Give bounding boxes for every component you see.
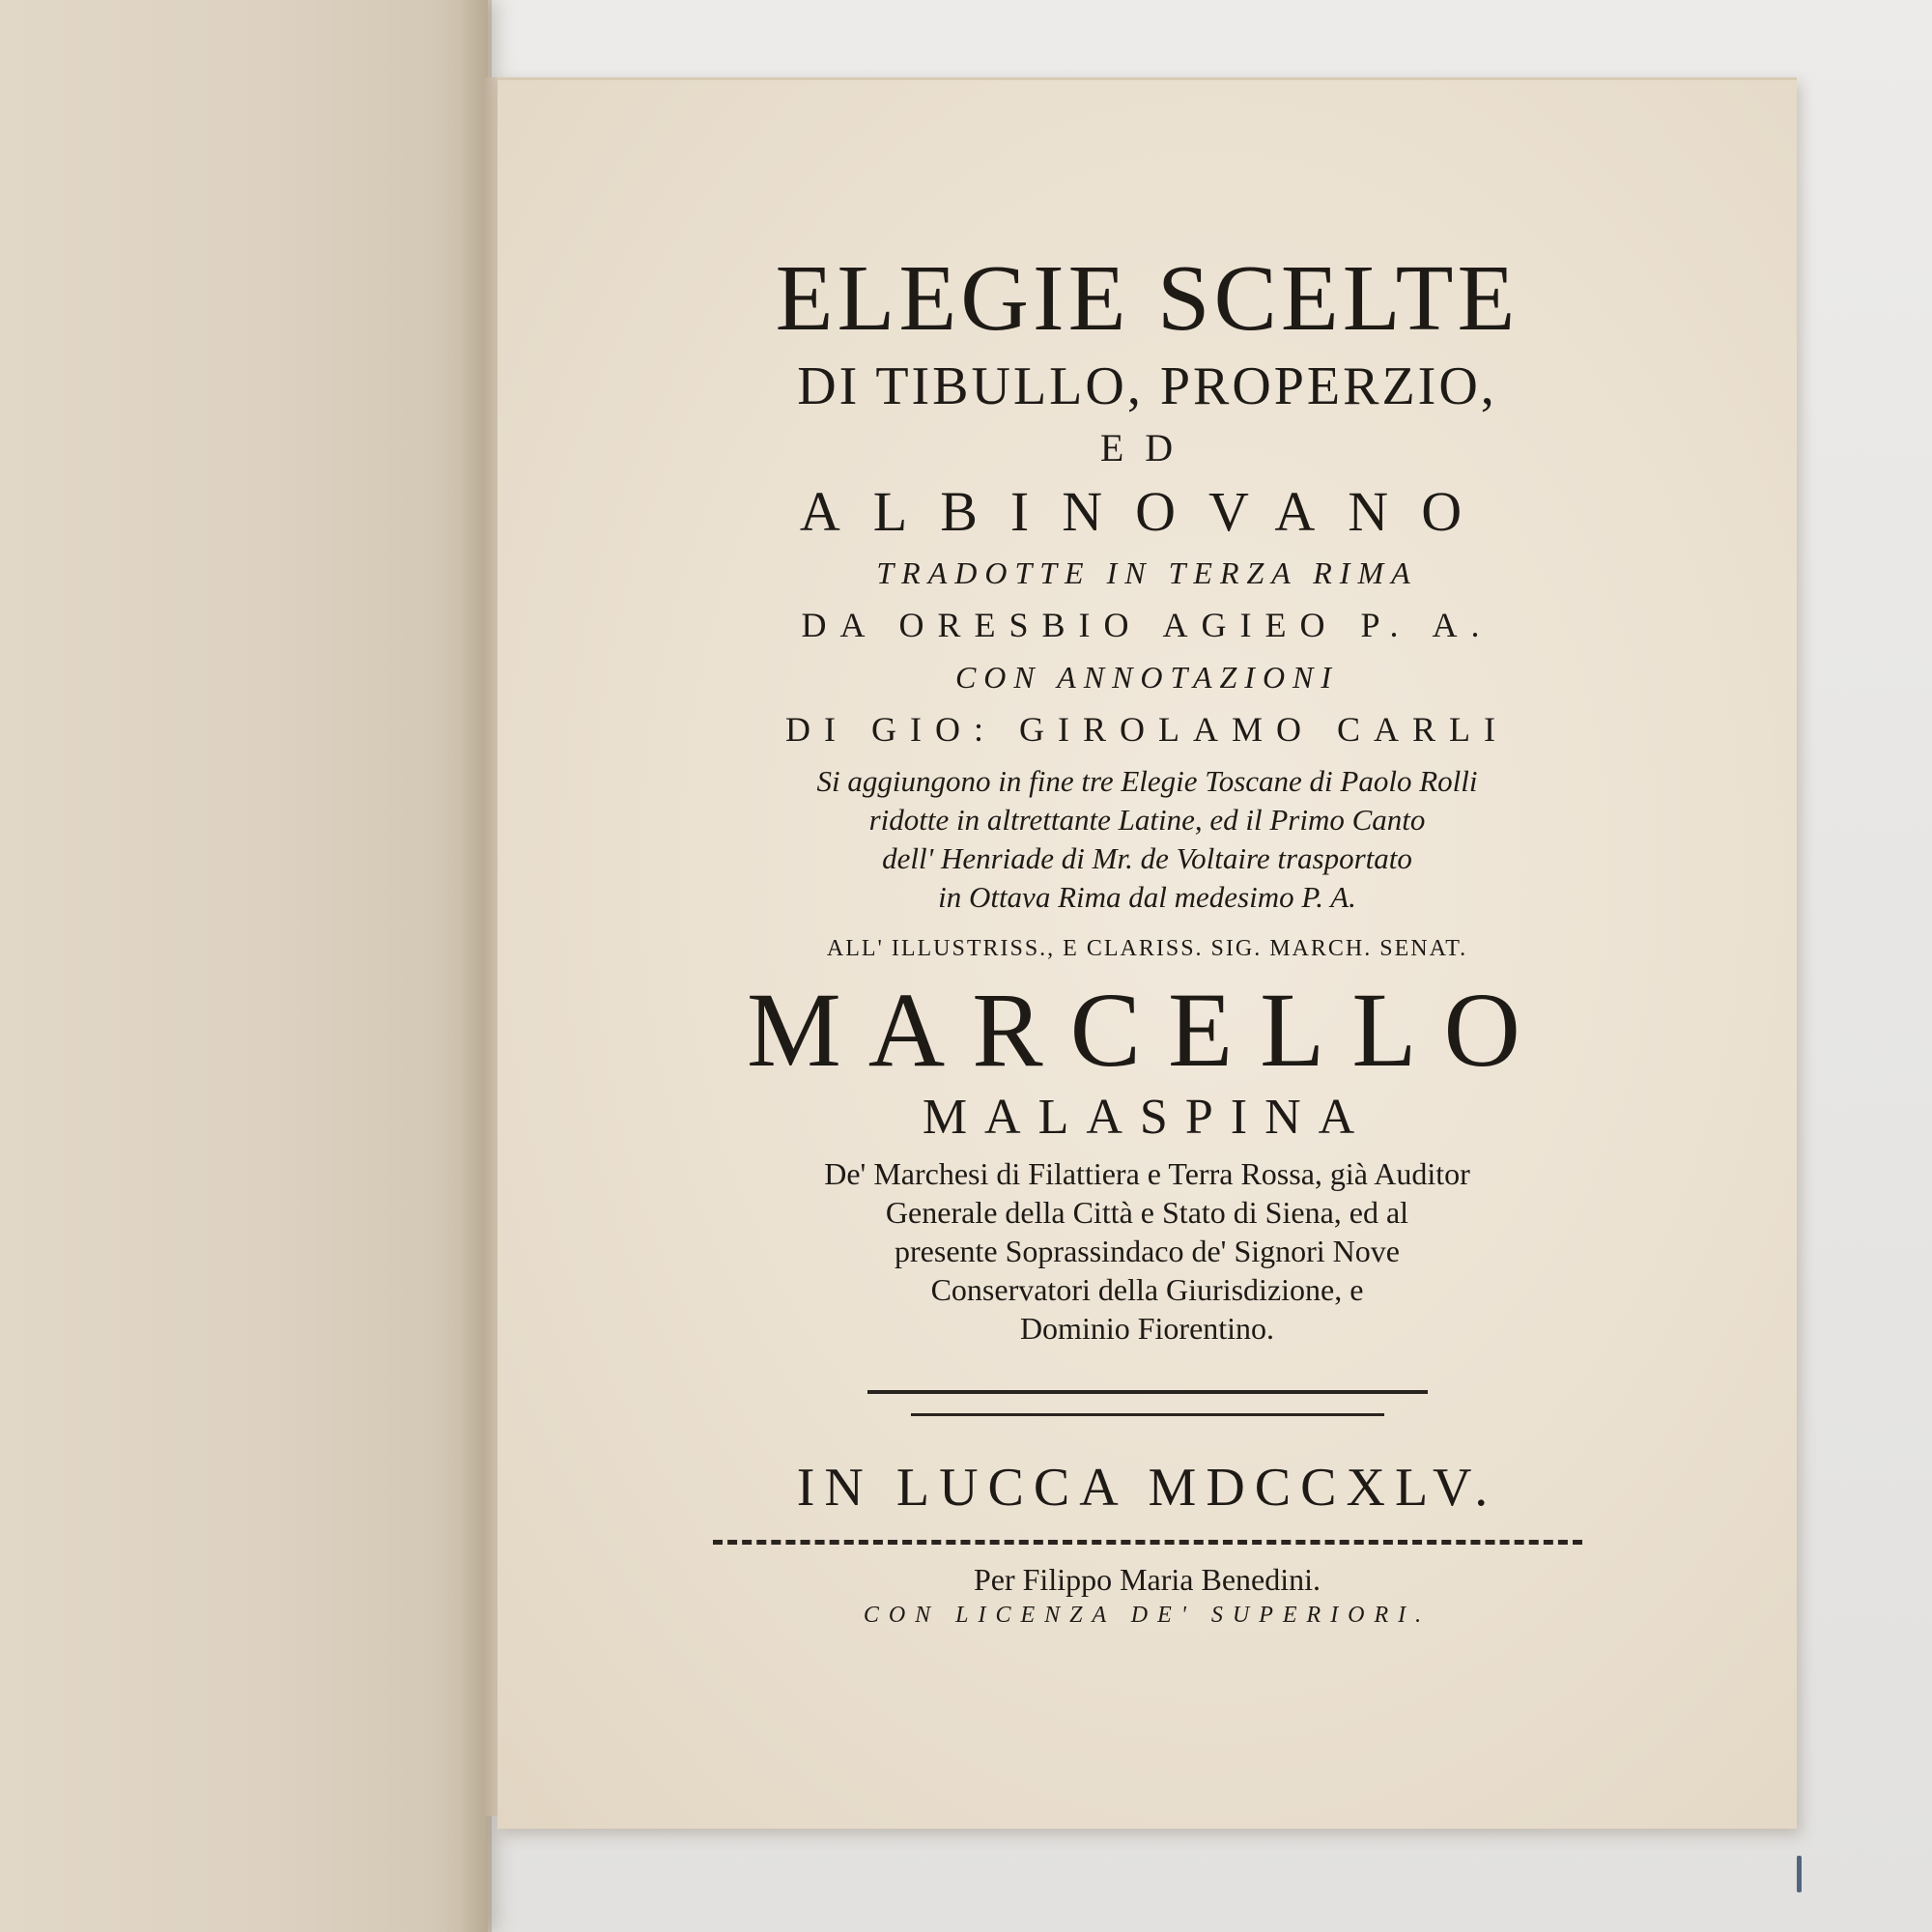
dedication-line: ALL' ILLUSTRISS., E CLARISS. SIG. MARCH. SENAT.	[826, 936, 1468, 961]
dedicatee-title-line: Generale della Città e Stato di Siena, ed al	[885, 1195, 1409, 1230]
additions-line: Si aggiungono in fine tre Elegie Toscane di Paolo Rolli	[816, 764, 1478, 798]
translation-note: TRADOTTE IN TERZA RIMA	[876, 555, 1418, 590]
author-albinovano: ALBINOVANO	[799, 480, 1495, 543]
dedicatee-title-line: Conservatori della Giurisdizione, e	[930, 1272, 1364, 1307]
dedicatee-name: MARCELLO	[747, 971, 1548, 1089]
translator-line: DA ORESBIO AGIEO P. A.	[801, 606, 1493, 644]
divider-rule	[911, 1413, 1384, 1416]
left-blank-page	[0, 0, 488, 1932]
imprint-city-date: IN LUCCA MDCCXLV.	[796, 1458, 1498, 1518]
additions-line: ridotte in altrettante Latine, ed il Primo Canto	[868, 803, 1426, 837]
divider-rule	[867, 1390, 1428, 1394]
printer-line: Per Filippo Maria Benedini.	[973, 1562, 1321, 1597]
conjunction-ed: ED	[1099, 426, 1195, 469]
license-line: CON LICENZA DE' SUPERIORI.	[863, 1603, 1432, 1628]
dashed-divider-rule	[713, 1540, 1582, 1545]
book-title: ELEGIE SCELTE	[775, 246, 1520, 351]
additions-line: dell' Henriade di Mr. de Voltaire trasportato	[882, 841, 1412, 875]
annotator-line: DI GIO: GIROLAMO CARLI	[785, 710, 1509, 749]
title-page	[497, 77, 1797, 1829]
dedicatee-titles	[497, 1154, 1797, 1348]
additions-paragraph	[497, 762, 1797, 917]
book-subtitle: DI TIBULLO, PROPERZIO,	[797, 356, 1497, 416]
title-page-text	[497, 244, 1797, 1632]
dedicatee-title-line: presente Soprassindaco de' Signori Nove	[895, 1234, 1400, 1268]
dedicatee-surname: MALASPINA	[922, 1090, 1373, 1145]
ink-mark	[1797, 1856, 1802, 1892]
dedicatee-title-line: Dominio Fiorentino.	[1019, 1311, 1275, 1346]
dedicatee-title-line: De' Marchesi di Filattiera e Terra Rossa, già Auditor	[824, 1156, 1470, 1191]
annotations-line: CON ANNOTAZIONI	[954, 660, 1340, 695]
additions-line: in Ottava Rima dal medesimo P. A.	[938, 880, 1356, 914]
